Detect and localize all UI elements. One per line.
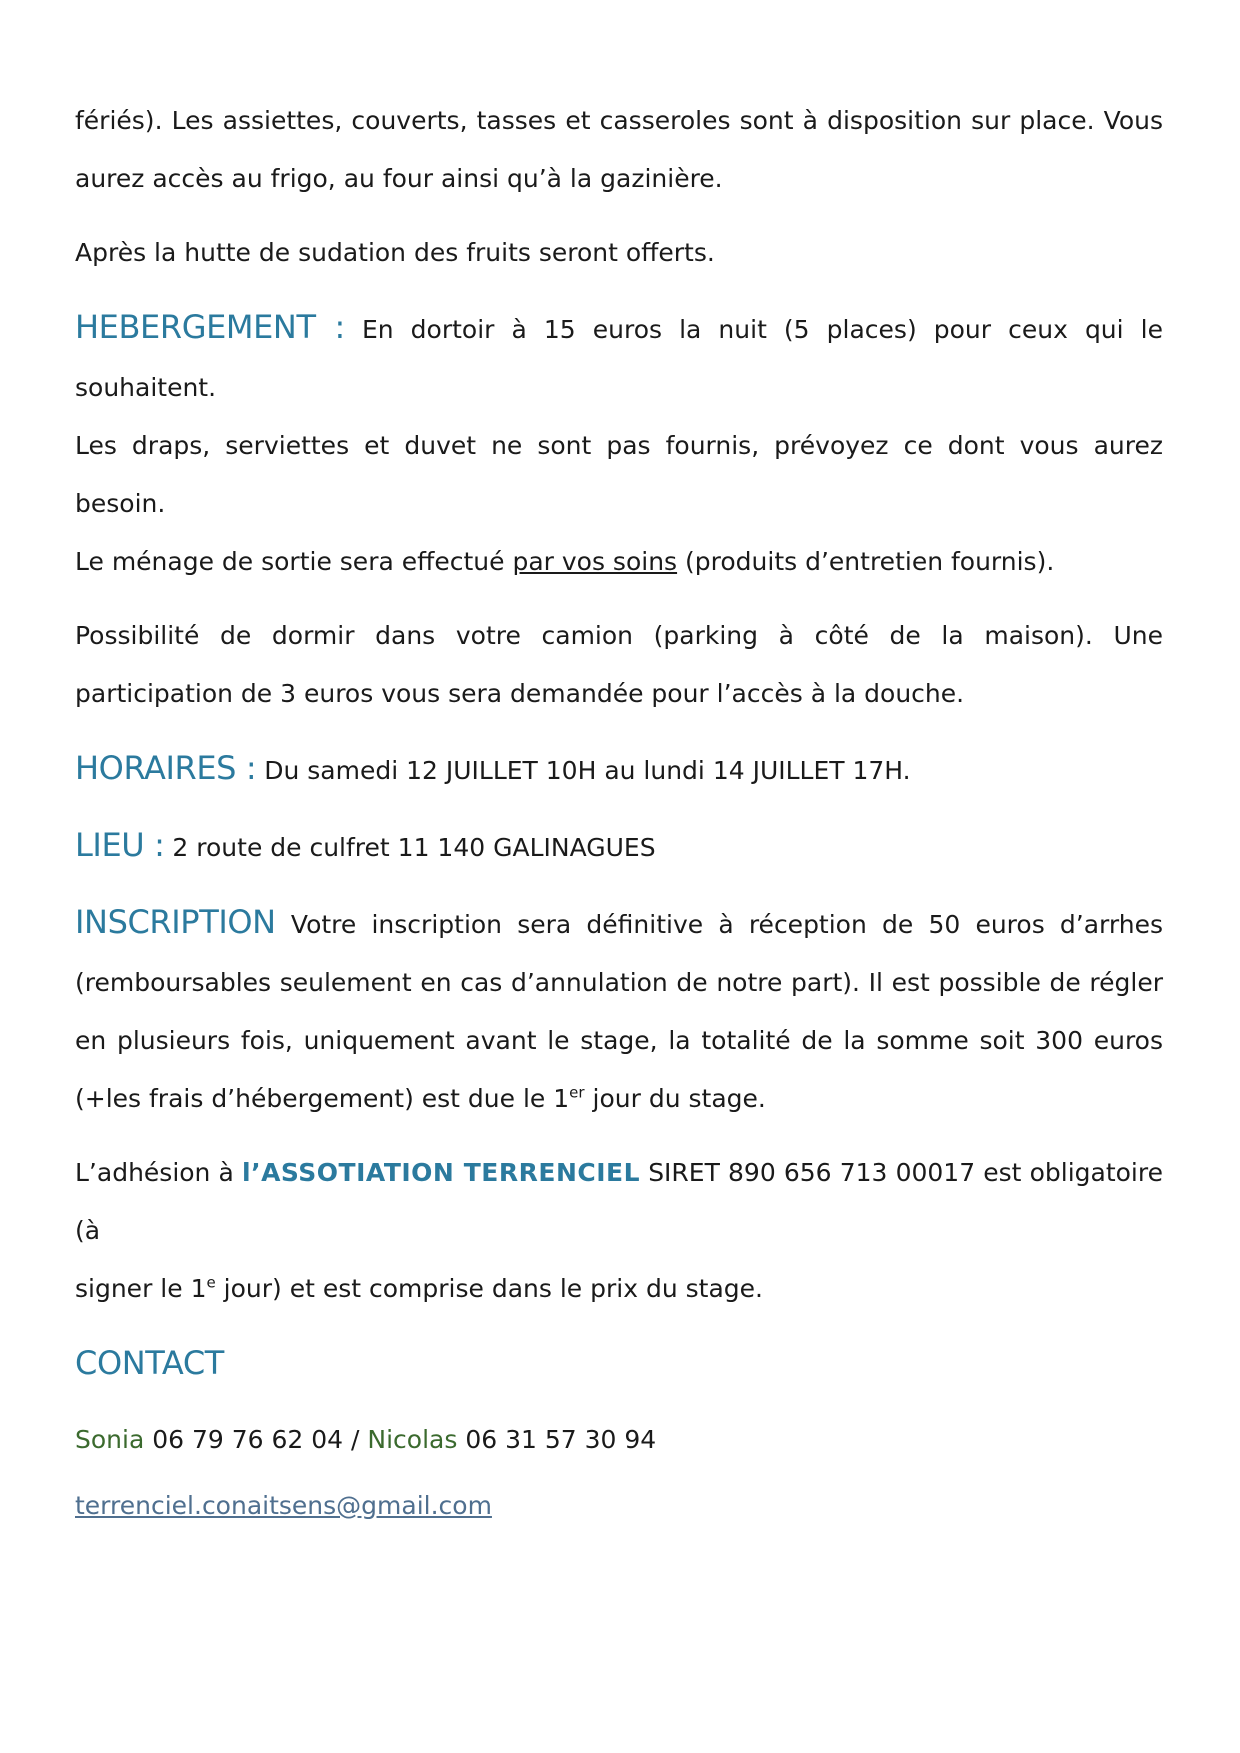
contact-email-line: [75, 1477, 1163, 1535]
contact-heading-line: [75, 1334, 1163, 1395]
lieu-section: [75, 816, 1163, 877]
fruits-paragraph: Après la hutte de sudation des fruits seront offerts.: [75, 238, 715, 267]
inscription-line-4: [75, 1070, 1163, 1128]
inscription-heading: INSCRIPTION: [75, 903, 276, 941]
adhesion-line-2: [75, 1260, 1163, 1318]
horaires-heading: HORAIRES :: [75, 749, 257, 787]
hebergement-text-1: En dortoir à 15 euros la nuit (5 places) pour ceux qui le souhaitent.: [75, 315, 1163, 402]
hebergement-line-2: Les draps, serviettes et duvet ne sont pas fournis, prévoyez ce dont vous aurez besoin.: [75, 431, 1163, 518]
association-name: l’ASSOTIATION TERRENCIEL: [242, 1158, 641, 1187]
inscription-text-4-before: (+les frais d’hébergement) est due le 1: [75, 1084, 570, 1113]
contact-name-nicolas: Nicolas: [367, 1425, 458, 1454]
lieu-heading: LIEU :: [75, 826, 165, 864]
horaires-section: [75, 739, 1163, 800]
hebergement-line-3: [75, 533, 1163, 591]
camion-line-1: Possibilité de dormir dans votre camion (parking à côté de la maison). Une: [75, 621, 1163, 650]
hebergement-line-1: [75, 298, 1163, 417]
contact-email-link[interactable]: terrenciel.conaitsens@gmail.com: [75, 1491, 492, 1520]
adhesion-text-2-before: signer le 1: [75, 1274, 207, 1303]
camion-section: [75, 607, 1163, 723]
inscription-line-1: [75, 893, 1163, 954]
inscription-text-1: Votre inscription sera définitive à réception de 50 euros d’arrhes: [290, 910, 1163, 939]
contact-phones: [75, 1411, 1163, 1469]
contact-name-sonia: Sonia: [75, 1425, 145, 1454]
hebergement-text-3-after: (produits d’entretien fournis).: [685, 547, 1055, 576]
hebergement-section: [75, 298, 1163, 591]
inscription-line-3: en plusieurs fois, uniquement avant le stage, la totalité de la somme soit 300 euros: [75, 1026, 1163, 1055]
hebergement-text-3-before: Le ménage de sortie sera effectué: [75, 547, 505, 576]
contact-phone-nicolas: 06 31 57 30 94: [465, 1425, 657, 1454]
horaires-text: Du samedi 12 JUILLET 10H au lundi 14 JUILLET 17H.: [264, 756, 911, 785]
contact-phone-sonia: 06 79 76 62 04 /: [152, 1425, 360, 1454]
superscript-er: er: [569, 1083, 585, 1102]
lieu-text: 2 route de culfret 11 140 GALINAGUES: [172, 833, 656, 862]
par-vos-soins-underlined: par vos soins: [512, 547, 678, 576]
adhesion-line-1: [75, 1144, 1163, 1260]
inscription-section: [75, 893, 1163, 1128]
meals-line-2: aurez accès au frigo, au four ainsi qu’à la gazinière.: [75, 164, 723, 193]
contact-heading: CONTACT: [75, 1344, 224, 1382]
inscription-line-2: (remboursables seulement en cas d’annulation de notre part). Il est possible de régler: [75, 968, 1163, 997]
meals-line-1: fériés). Les assiettes, couverts, tasses et casseroles sont à disposition sur place. Vous: [75, 106, 1163, 135]
hebergement-heading: HEBERGEMENT :: [75, 308, 345, 346]
inscription-text-4-after: jour du stage.: [592, 1084, 766, 1113]
document-page: [75, 92, 1163, 1535]
adhesion-text-before: L’adhésion à: [75, 1158, 234, 1187]
adhesion-text-2-after: jour) et est comprise dans le prix du stage.: [223, 1274, 763, 1303]
superscript-e: e: [206, 1273, 216, 1292]
camion-line-2: participation de 3 euros vous sera demandée pour l’accès à la douche.: [75, 679, 965, 708]
adhesion-text-after: SIRET 890 656 713 00017 est obligatoire (à: [75, 1158, 1163, 1245]
adhesion-section: [75, 1144, 1163, 1318]
